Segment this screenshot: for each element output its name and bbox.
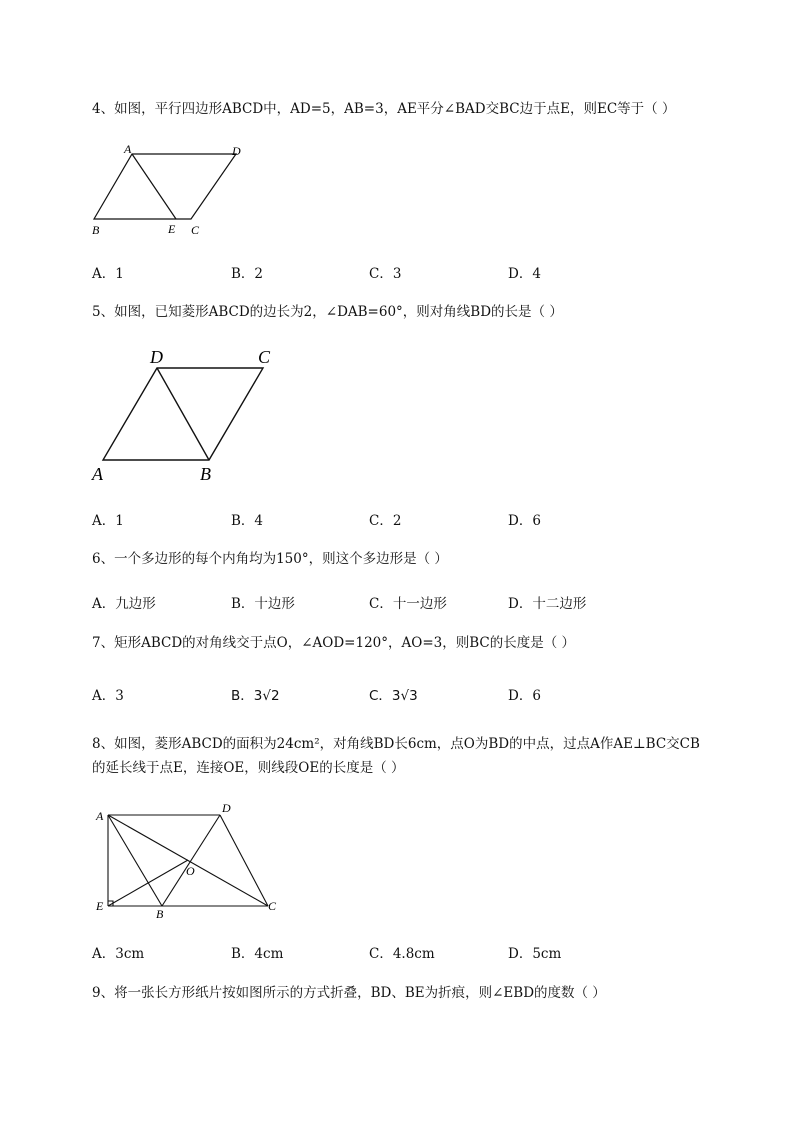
segment-ae <box>132 154 176 219</box>
q5-option-c[interactable]: C．2 <box>369 513 402 529</box>
label-d: D <box>150 347 163 367</box>
label-a: A <box>92 464 103 484</box>
q6-option-b[interactable]: B．十边形 <box>231 596 295 612</box>
label-e: E <box>168 222 176 236</box>
q6-option-d[interactable]: D．十二边形 <box>508 596 587 612</box>
question-8-figure <box>92 798 292 923</box>
q7-option-b[interactable]: B．3√2 <box>231 688 280 704</box>
question-9-text: 9、将一张长方形纸片按如图所示的方式折叠，BD、BE为折痕，则∠EBD的度数（ ） <box>92 985 606 1001</box>
q8-option-b[interactable]: B．4cm <box>231 946 284 962</box>
q8-option-a[interactable]: A．3cm <box>92 946 145 962</box>
parallelogram-abcd <box>94 154 236 219</box>
q4-option-c[interactable]: C．3 <box>369 266 402 282</box>
label-d: D <box>222 801 231 815</box>
q7-option-a[interactable]: A．3 <box>92 688 124 704</box>
q6-option-a[interactable]: A．九边形 <box>92 596 156 612</box>
label-o: O <box>186 864 195 878</box>
q4-option-d[interactable]: D．4 <box>508 266 541 282</box>
label-d: D <box>232 144 241 158</box>
q8-option-c[interactable]: C．4.8cm <box>369 946 435 962</box>
q6-option-c[interactable]: C．十一边形 <box>369 596 447 612</box>
question-7-text: 7、矩形ABCD的对角线交于点O，∠AOD=120°，AO=3，则BC的长度是（ ） <box>92 635 576 651</box>
label-b: B <box>156 907 164 921</box>
label-b: B <box>200 464 211 484</box>
label-c: C <box>191 223 200 237</box>
question-4-text: 4、如图，平行四边形ABCD中，AD=5，AB=3，AE平分∠BAD交BC边于点E，则EC等于（ ） <box>92 101 676 117</box>
q7-option-c[interactable]: C．3√3 <box>369 688 418 704</box>
q5-option-d[interactable]: D．6 <box>508 513 541 529</box>
q5-option-b[interactable]: B．4 <box>231 513 264 529</box>
q7-option-d[interactable]: D．6 <box>508 688 541 704</box>
q8-option-d[interactable]: D．5cm <box>508 946 562 962</box>
label-a: A <box>124 142 132 156</box>
question-5-text: 5、如图，已知菱形ABCD的边长为2，∠DAB=60°，则对角线BD的长是（ ） <box>92 304 563 320</box>
label-c: C <box>268 899 277 913</box>
label-c: C <box>258 347 271 367</box>
label-a: A <box>96 809 104 823</box>
label-b: B <box>92 223 100 237</box>
question-8-text-line-1: 8、如图，菱形ABCD的面积为24cm²，对角线BD长6cm，点O为BD的中点，过点A作AE⊥BC交CB <box>92 736 700 752</box>
q4-option-a[interactable]: A．1 <box>92 266 124 282</box>
diagonal-bd <box>157 368 209 460</box>
question-5-figure <box>90 345 290 485</box>
question-4-figure <box>88 140 258 240</box>
q4-option-b[interactable]: B．2 <box>231 266 264 282</box>
q5-option-a[interactable]: A．1 <box>92 513 124 529</box>
question-6-text: 6、一个多边形的每个内角均为150°，则这个多边形是（ ） <box>92 551 448 567</box>
question-8-text-line-2: 的延长线于点E，连接OE，则线段OE的长度是（ ） <box>92 760 405 776</box>
label-e: E <box>96 899 104 913</box>
